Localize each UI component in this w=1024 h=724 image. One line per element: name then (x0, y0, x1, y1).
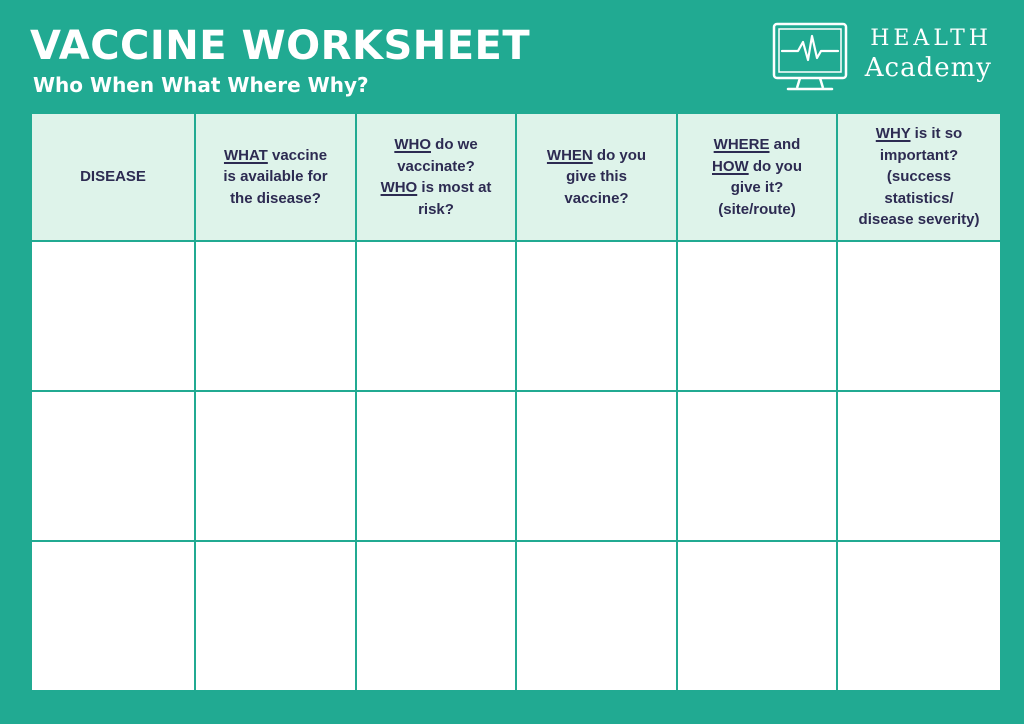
blank-cell[interactable] (31, 541, 195, 691)
logo-academy-text: Academy (864, 53, 992, 83)
header-text: risk? (418, 200, 454, 218)
header-text: is most at (417, 179, 492, 196)
keyword-when: WHEN (546, 146, 593, 164)
header-text: give this (566, 168, 627, 186)
column-header-when (516, 113, 677, 241)
header-text: important? (879, 146, 959, 164)
blank-cell[interactable] (195, 391, 356, 541)
blank-cell[interactable] (356, 391, 516, 541)
blank-cell[interactable] (837, 541, 1001, 691)
table-header-row (31, 113, 1001, 241)
header-text: the disease? (230, 189, 321, 207)
header-text: do you (748, 157, 802, 175)
worksheet-title: VACCINE WORKSHEET (30, 23, 531, 69)
keyword-where: WHERE (713, 136, 770, 153)
column-header-disease (31, 113, 195, 241)
blank-cell[interactable] (195, 241, 356, 391)
header-text: vaccine (267, 146, 328, 164)
header-text: do we (431, 136, 478, 153)
blank-cell[interactable] (31, 241, 195, 391)
blank-cell[interactable] (677, 241, 837, 391)
header-text: do you (592, 146, 647, 164)
header-text: is it so (910, 125, 963, 143)
header-text: and (769, 136, 801, 153)
table-row (31, 241, 1001, 391)
blank-cell[interactable] (516, 241, 677, 391)
column-header-who (356, 113, 516, 241)
blank-cell[interactable] (837, 391, 1001, 541)
health-academy-logo (772, 22, 1002, 94)
blank-cell[interactable] (356, 241, 516, 391)
keyword-who: WHO (394, 136, 431, 153)
logo-health-text: HEALTH (870, 26, 992, 51)
header-text: is available for (223, 168, 328, 186)
header-text: vaccinate? (397, 157, 475, 175)
column-header-where-how (677, 113, 837, 241)
column-header-what (195, 113, 356, 241)
table-row (31, 391, 1001, 541)
column-header-why (837, 113, 1001, 241)
header-text: (site/route) (718, 200, 796, 218)
table-row (31, 541, 1001, 691)
worksheet-subtitle: Who When What Where Why? (33, 73, 369, 97)
blank-cell[interactable] (356, 541, 516, 691)
blank-cell[interactable] (837, 241, 1001, 391)
worksheet-table (30, 112, 1002, 692)
keyword-what: WHAT (223, 146, 268, 164)
header-text: vaccine? (564, 189, 629, 207)
header-text: (success (886, 168, 952, 186)
blank-cell[interactable] (677, 541, 837, 691)
blank-cell[interactable] (516, 391, 677, 541)
header-text: DISEASE (80, 168, 146, 186)
keyword-who: WHO (380, 179, 418, 196)
blank-cell[interactable] (677, 391, 837, 541)
keyword-why: WHY (875, 125, 911, 143)
keyword-how: HOW (712, 157, 749, 175)
header-text: statistics/ (884, 189, 954, 207)
blank-cell[interactable] (195, 541, 356, 691)
monitor-heartbeat-icon (772, 22, 848, 94)
blank-cell[interactable] (31, 391, 195, 541)
header-text: disease severity) (858, 211, 980, 229)
blank-cell[interactable] (516, 541, 677, 691)
header-text: give it? (730, 179, 784, 196)
